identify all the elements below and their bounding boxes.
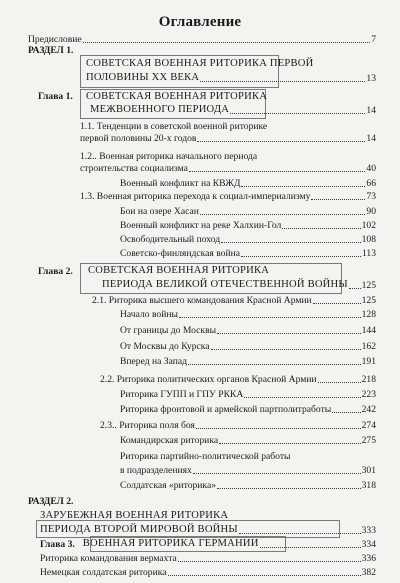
toc-entry-finn[interactable] — [120, 248, 376, 259]
entry-label: 2.2. Риторика политических органов Красной Армии — [100, 374, 317, 385]
page-number: 275 — [361, 435, 376, 446]
dot-leader — [318, 381, 361, 383]
toc-entry-hasan[interactable] — [120, 206, 376, 217]
entry-label: Немецкая солдатская риторика — [40, 567, 167, 578]
entry-label: От границы до Москвы — [120, 325, 217, 336]
section-line: Риторика партийно-политической работы — [120, 451, 291, 462]
entry-label: Риторика ГУПП и ГПУ РККА — [120, 389, 244, 400]
page-number: 7 — [371, 34, 376, 45]
entry-label: ПЕРИОДА ВТОРОЙ МИРОВОЙ ВОЙНЫ — [40, 524, 238, 535]
entry-label: строительства социализма — [80, 163, 188, 174]
chapter-title-line: СОВЕТСКАЯ ВОЕННАЯ РИТОРИКА — [86, 91, 268, 102]
page-number: 301 — [361, 465, 376, 476]
entry-label: Риторика командования вермахта — [40, 553, 177, 564]
dot-leader — [168, 574, 361, 576]
toc-entry-partpol[interactable] — [120, 465, 376, 476]
toc-entry-soldat[interactable] — [120, 480, 376, 491]
entry-label: МЕЖВОЕННОГО ПЕРИОДА — [90, 104, 230, 115]
page-number: 113 — [361, 248, 376, 259]
dot-leader — [193, 472, 361, 474]
toc-entry-khalkhin[interactable] — [120, 220, 376, 231]
entry-label: Бои на озере Хасан — [120, 206, 199, 217]
page-title: Оглавление — [158, 14, 242, 30]
page-number: 334 — [361, 539, 376, 550]
page-number: 73 — [366, 191, 376, 202]
entry-label: Предисловие — [28, 34, 82, 45]
dot-leader — [313, 302, 361, 304]
entry-label: в подразделениях — [120, 465, 192, 476]
entry-label: Командирская риторика — [120, 435, 219, 446]
entry-label: От Москвы до Курска — [120, 341, 210, 352]
toc-entry-1-2[interactable] — [80, 163, 376, 174]
page-number: 336 — [361, 553, 376, 564]
toc-entry-kvzhd[interactable] — [120, 178, 376, 189]
page-number: 318 — [361, 480, 376, 491]
chapter-title-line: СОВЕТСКАЯ ВОЕННАЯ РИТОРИКА — [88, 265, 270, 276]
dot-leader — [200, 213, 366, 215]
dot-leader — [197, 140, 365, 142]
toc-entry-komand[interactable] — [120, 435, 376, 446]
toc-entry-osvob[interactable] — [120, 234, 376, 245]
entry-label: ПОЛОВИНЫ XX ВЕКА — [86, 72, 200, 83]
dot-leader — [188, 363, 361, 365]
toc-entry-2-3[interactable] — [100, 420, 376, 431]
toc-entry-1-1[interactable] — [80, 133, 376, 144]
page-number: 144 — [361, 325, 376, 336]
toc-entry-2-1[interactable] — [92, 295, 376, 306]
entry-label: Освободительный поход — [120, 234, 221, 245]
page-number: 223 — [361, 389, 376, 400]
page-number: 90 — [366, 206, 376, 217]
page-number: 218 — [361, 374, 376, 385]
toc-entry-wehrmacht[interactable] — [40, 553, 376, 564]
dot-leader — [219, 442, 361, 444]
section-line: 1.1. Тенденции в советской военной риторике — [80, 121, 268, 132]
entry-label: первой половины 20-х годов — [80, 133, 197, 144]
dot-leader — [282, 227, 360, 229]
entry-label: 2.3.. Риторика поля боя — [100, 420, 195, 431]
page-number: 162 — [361, 341, 376, 352]
entry-label: Риторика фронтовой и армейской партполитработы — [120, 404, 332, 415]
toc-entry-nachalo[interactable] — [120, 309, 376, 320]
dot-leader — [200, 80, 365, 82]
page-number: 40 — [366, 163, 376, 174]
toc-entry-german-soldier[interactable] — [40, 567, 376, 578]
toc-entry-1-3[interactable] — [80, 191, 376, 202]
entry-label: Солдатская «риторика» — [120, 480, 216, 491]
toc-entry-ch1[interactable] — [90, 104, 376, 116]
dot-leader — [189, 170, 365, 172]
page-number: 13 — [366, 73, 376, 84]
dot-leader — [179, 316, 361, 318]
entry-label: 2.1. Риторика высшего командования Красной Армии — [92, 295, 312, 306]
dot-leader — [221, 241, 360, 243]
page-number: 66 — [366, 178, 376, 189]
page-number: 382 — [361, 567, 376, 578]
chapter-heading: Глава 1. — [38, 91, 73, 102]
entry-label: 1.3. Военная риторика перехода к социал-империализму — [80, 191, 311, 202]
dot-leader — [311, 198, 365, 200]
title-frame — [90, 536, 286, 552]
toc-entry-part1[interactable] — [86, 72, 376, 84]
dot-leader — [217, 332, 361, 334]
page-number: 14 — [366, 105, 376, 116]
toc-entry-gupp[interactable] — [120, 389, 376, 400]
page-number: 125 — [361, 280, 376, 291]
toc-entry-front[interactable] — [120, 404, 376, 415]
page-number: 274 — [361, 420, 376, 431]
entry-label: ПЕРИОДА ВЕЛИКОЙ ОТЕЧЕСТВЕННОЙ ВОЙНЫ — [102, 279, 348, 290]
entry-label: Вперед на Запад — [120, 356, 188, 367]
page-number: 333 — [361, 525, 376, 536]
chapter-heading: Глава 2. — [38, 266, 73, 277]
dot-leader — [241, 185, 365, 187]
dot-leader — [241, 255, 361, 257]
page-number: 102 — [361, 220, 376, 231]
part-title-line: СОВЕТСКАЯ ВОЕННАЯ РИТОРИКА ПЕРВОЙ — [86, 58, 314, 69]
toc-entry-zapad[interactable] — [120, 356, 376, 367]
chapter-heading: Глава 3. — [40, 539, 75, 550]
page-number: 108 — [361, 234, 376, 245]
toc-entry-ch2[interactable] — [102, 279, 376, 291]
toc-entry-granica[interactable] — [120, 325, 376, 336]
page-number: 242 — [361, 404, 376, 415]
page-number: 125 — [361, 295, 376, 306]
dot-leader — [332, 411, 360, 413]
page-number: 128 — [361, 309, 376, 320]
toc-entry-kursk[interactable] — [120, 341, 376, 352]
dot-leader — [83, 41, 371, 43]
part-title-line: ЗАРУБЕЖНАЯ ВОЕННАЯ РИТОРИКА — [40, 510, 229, 521]
dot-leader — [230, 112, 365, 114]
dot-leader — [178, 560, 361, 562]
entry-label: Военный конфликт на реке Халхин-Гол — [120, 220, 282, 231]
toc-entry-preface[interactable] — [28, 34, 376, 45]
part-heading: РАЗДЕЛ 1. — [28, 45, 74, 56]
page-number: 191 — [361, 356, 376, 367]
dot-leader — [349, 287, 361, 289]
section-line: 1.2.. Военная риторика начального периода — [80, 151, 258, 162]
dot-leader — [217, 487, 361, 489]
entry-label: Военный конфликт на КВЖД — [120, 178, 241, 189]
entry-label: ВОЕННАЯ РИТОРИКА ГЕРМАНИИ — [82, 538, 259, 549]
part-heading: РАЗДЕЛ 2. — [28, 496, 74, 507]
dot-leader — [196, 427, 361, 429]
dot-leader — [244, 396, 360, 398]
dot-leader — [211, 348, 361, 350]
toc-entry-2-2[interactable] — [100, 374, 376, 385]
entry-label: Советско-финляндская война — [120, 248, 240, 259]
entry-label: Начало войны — [120, 309, 178, 320]
page-number: 14 — [366, 133, 376, 144]
